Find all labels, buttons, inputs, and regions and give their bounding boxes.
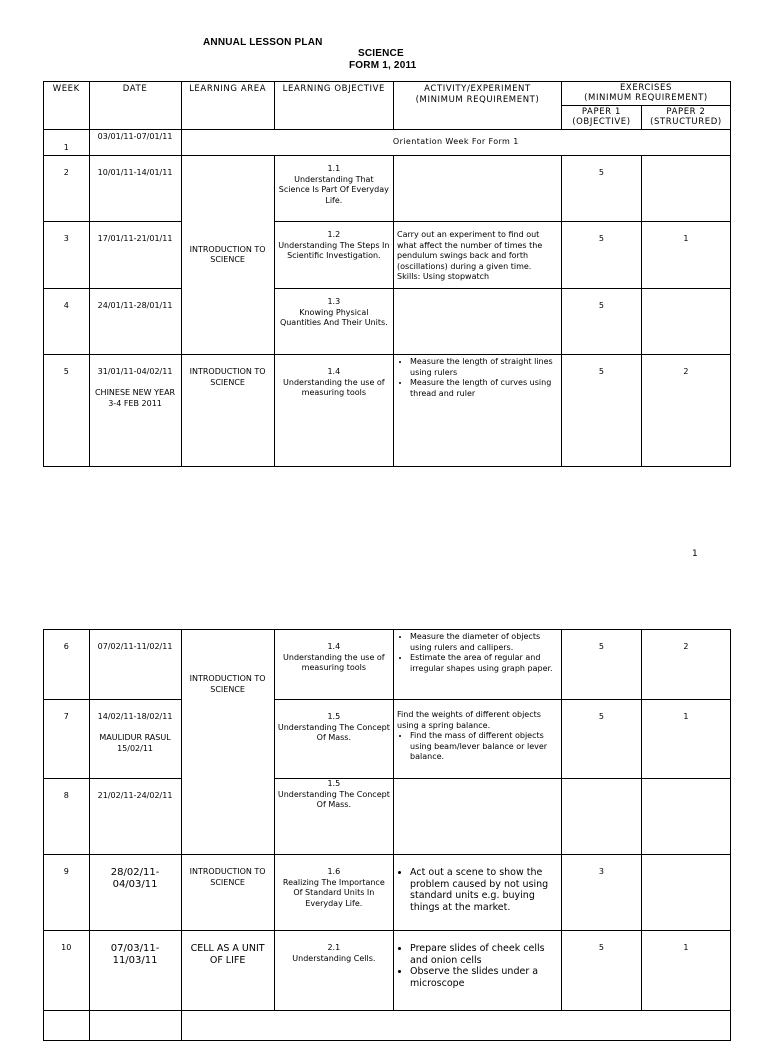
activity-cell bbox=[394, 289, 562, 355]
objective-cell: 1.2 Understanding The Steps In Scientific Investigation. bbox=[274, 222, 393, 289]
table-row bbox=[44, 931, 731, 1011]
activity-cell: Find the weights of different objects using a spring balance. • Find the mass of different objects using beam/lever balance or lever balance. bbox=[394, 700, 562, 779]
paper1-cell: 5 bbox=[561, 289, 641, 355]
header-activity: ACTIVITY/EXPERIMENT (MINIMUM REQUIREMENT) bbox=[394, 82, 562, 130]
table-row bbox=[44, 700, 731, 779]
paper2-cell bbox=[641, 855, 730, 931]
activity-cell bbox=[394, 779, 562, 855]
learning-area-cell: INTRODUCTION TO SCIENCE bbox=[181, 156, 274, 355]
table-row bbox=[44, 779, 731, 855]
week-cell: 7 bbox=[44, 700, 90, 779]
week-cell: 3 bbox=[44, 222, 90, 289]
week-cell bbox=[44, 1011, 90, 1041]
activity-cell: Carry out an experiment to find out what affect the number of times the pendulum swings back and forth (oscillations) during a given time. Skills: Using stopwatch bbox=[394, 222, 562, 289]
paper2-cell: 1 bbox=[641, 931, 730, 1011]
lesson-plan-table-page-1 bbox=[43, 81, 731, 467]
week-cell: 5 bbox=[44, 355, 90, 467]
objective-cell: 1.5 Understanding The Concept Of Mass. bbox=[274, 779, 393, 855]
activity-bullet: • Act out a scene to show the problem caused by not using standard units e.g. buying things at the market. bbox=[410, 867, 558, 913]
week-cell: 10 bbox=[44, 931, 90, 1011]
paper1-cell: 5 bbox=[561, 630, 641, 700]
date-cell: 31/01/11-04/02/11 CHINESE NEW YEAR 3-4 FEB 2011 bbox=[89, 355, 181, 467]
date-cell: 10/01/11-14/01/11 bbox=[89, 156, 181, 222]
activity-cell bbox=[394, 355, 562, 467]
week-cell: 4 bbox=[44, 289, 90, 355]
header-paper-1: PAPER 1 (OBJECTIVE) bbox=[561, 106, 641, 130]
date-cell: 07/03/11- 11/03/11 bbox=[89, 931, 181, 1011]
objective-cell: 1.1 Understanding That Science Is Part Of Everyday Life. bbox=[274, 156, 393, 222]
table-row bbox=[44, 130, 731, 156]
learning-area-cell: INTRODUCTION TO SCIENCE bbox=[181, 630, 274, 855]
paper1-cell: 5 bbox=[561, 355, 641, 467]
objective-cell: 2.1 Understanding Cells. bbox=[274, 931, 393, 1011]
header-learning-objective: LEARNING OBJECTIVE bbox=[274, 82, 393, 130]
paper1-cell: 5 bbox=[561, 156, 641, 222]
learning-area-cell: CELL AS A UNIT OF LIFE bbox=[181, 931, 274, 1011]
activity-bullet: • Measure the length of curves using thread and ruler bbox=[410, 378, 558, 399]
learning-area-cell: INTRODUCTION TO SCIENCE bbox=[181, 355, 274, 467]
activity-cell bbox=[394, 156, 562, 222]
lesson-plan-table-page-2 bbox=[43, 629, 731, 1041]
paper1-cell: 5 bbox=[561, 931, 641, 1011]
activity-cell bbox=[394, 931, 562, 1011]
objective-cell: 1.4 Understanding the use of measuring tools bbox=[274, 355, 393, 467]
paper2-cell: 1 bbox=[641, 222, 730, 289]
paper1-cell: 5 bbox=[561, 222, 641, 289]
activity-bullet: • Measure the length of straight lines using rulers bbox=[410, 357, 558, 378]
date-cell: 03/01/11-07/01/11 bbox=[89, 130, 181, 156]
date-cell: 28/02/11- 04/03/11 bbox=[89, 855, 181, 931]
activity-bullet: • Measure the diameter of objects using rulers and callipers. bbox=[410, 632, 558, 653]
table-row bbox=[44, 1011, 731, 1041]
subject-title: SCIENCE bbox=[358, 48, 404, 59]
paper1-cell: 5 bbox=[561, 700, 641, 779]
paper2-cell: 2 bbox=[641, 630, 730, 700]
paper2-cell bbox=[641, 156, 730, 222]
objective-cell: 1.6 Realizing The Importance Of Standard Units In Everyday Life. bbox=[274, 855, 393, 931]
date-cell: 17/01/11-21/01/11 bbox=[89, 222, 181, 289]
objective-cell: 1.4 Understanding the use of measuring tools bbox=[274, 630, 393, 700]
table-row bbox=[44, 355, 731, 467]
orientation-note: Orientation Week For Form 1 bbox=[181, 130, 730, 156]
header-date: DATE bbox=[89, 82, 181, 130]
paper2-cell bbox=[641, 289, 730, 355]
activity-bullet: • Observe the slides under a microscope bbox=[410, 966, 558, 989]
partial-row-cell bbox=[181, 1011, 730, 1041]
table-row bbox=[44, 855, 731, 931]
activity-bullet: • Find the mass of different objects using beam/lever balance or lever balance. bbox=[410, 731, 558, 763]
form-title: FORM 1, 2011 bbox=[349, 60, 417, 71]
paper2-cell: 2 bbox=[641, 355, 730, 467]
header-week: WEEK bbox=[44, 82, 90, 130]
objective-cell: 1.3 Knowing Physical Quantities And Their Units. bbox=[274, 289, 393, 355]
header-exercises: EXERCISES (MINIMUM REQUIREMENT) bbox=[561, 82, 730, 106]
activity-bullet: • Prepare slides of cheek cells and onion cells bbox=[410, 943, 558, 966]
table-row bbox=[44, 156, 731, 222]
week-cell: 6 bbox=[44, 630, 90, 700]
week-cell: 8 bbox=[44, 779, 90, 855]
table-row bbox=[44, 289, 731, 355]
table-row bbox=[44, 630, 731, 700]
learning-area-cell: INTRODUCTION TO SCIENCE bbox=[181, 855, 274, 931]
header-paper-2: PAPER 2 (STRUCTURED) bbox=[641, 106, 730, 130]
paper1-cell: 3 bbox=[561, 855, 641, 931]
date-cell: 21/02/11-24/02/11 bbox=[89, 779, 181, 855]
table-row bbox=[44, 222, 731, 289]
date-cell: 24/01/11-28/01/11 bbox=[89, 289, 181, 355]
week-cell: 1 bbox=[44, 130, 90, 156]
activity-cell bbox=[394, 855, 562, 931]
activity-bullet: • Estimate the area of regular and irregular shapes using graph paper. bbox=[410, 653, 558, 674]
page-number: 1 bbox=[692, 549, 698, 559]
date-cell bbox=[89, 1011, 181, 1041]
week-cell: 9 bbox=[44, 855, 90, 931]
date-cell: 07/02/11-11/02/11 bbox=[89, 630, 181, 700]
document-title: ANNUAL LESSON PLAN bbox=[203, 37, 323, 48]
paper2-cell bbox=[641, 779, 730, 855]
date-cell: 14/02/11-18/02/11 MAULIDUR RASUL 15/02/11 bbox=[89, 700, 181, 779]
objective-cell: 1.5 Understanding The Concept Of Mass. bbox=[274, 700, 393, 779]
header-learning-area: LEARNING AREA bbox=[181, 82, 274, 130]
week-cell: 2 bbox=[44, 156, 90, 222]
activity-cell bbox=[394, 630, 562, 700]
paper2-cell: 1 bbox=[641, 700, 730, 779]
paper1-cell bbox=[561, 779, 641, 855]
